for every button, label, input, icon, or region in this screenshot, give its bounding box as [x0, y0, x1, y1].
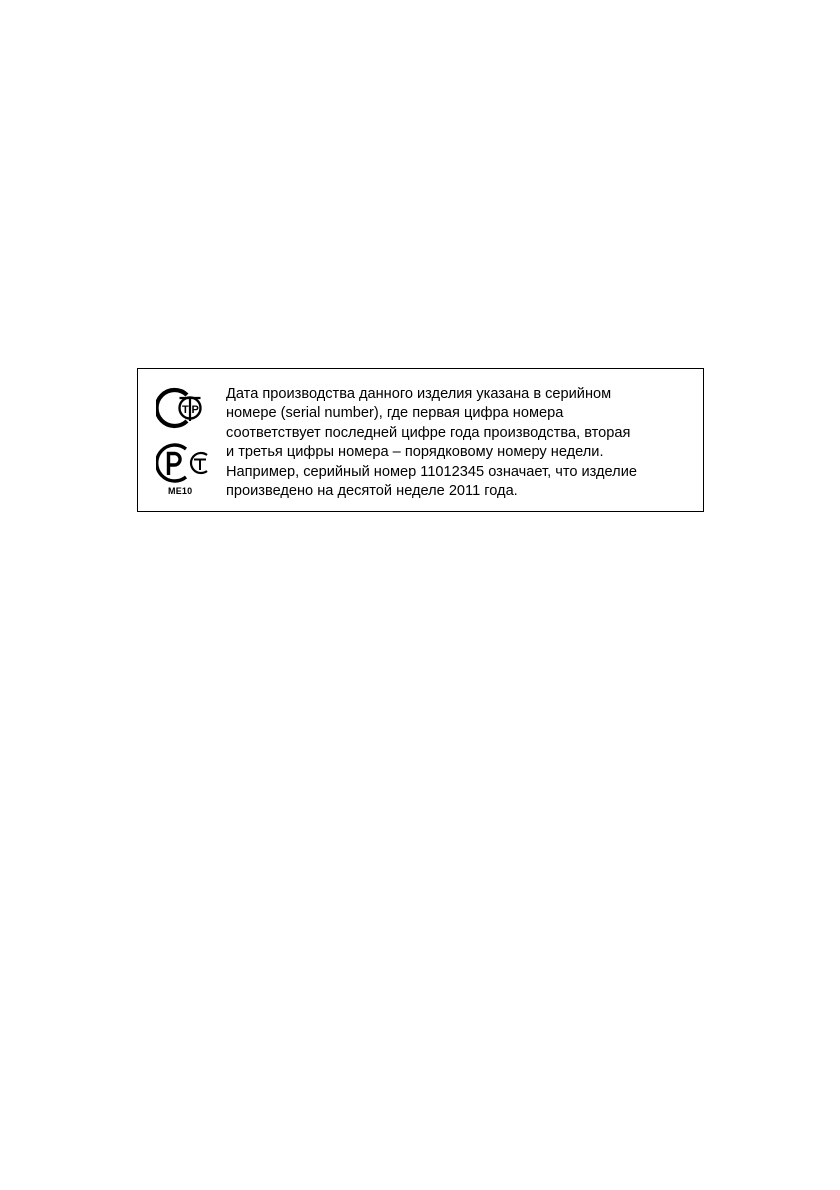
text-line: и третья цифры номера – порядковому номеру недели. [226, 444, 604, 461]
text-line: номере (serial number), где первая цифра номера [226, 405, 564, 422]
gost-tr-conformity-mark-icon [156, 387, 212, 429]
certification-notice-box [137, 368, 704, 512]
text-line: произведено на десятой неделе 2011 года. [226, 483, 518, 500]
text-line: Например, серийный номер 11012345 означает, что изделие [226, 463, 637, 480]
serial-number-explanation-text [226, 385, 696, 501]
mark-code-label: ME10 [168, 486, 193, 496]
rostest-pct-conformity-mark-icon [156, 442, 212, 484]
certification-marks [156, 385, 216, 497]
svg-text:Т: Т [182, 404, 189, 416]
svg-text:Р: Р [191, 404, 199, 416]
text-line: Дата производства данного изделия указана в серийном [226, 386, 612, 402]
text-line: соответствует последней цифре года производства, вторая [226, 424, 631, 441]
